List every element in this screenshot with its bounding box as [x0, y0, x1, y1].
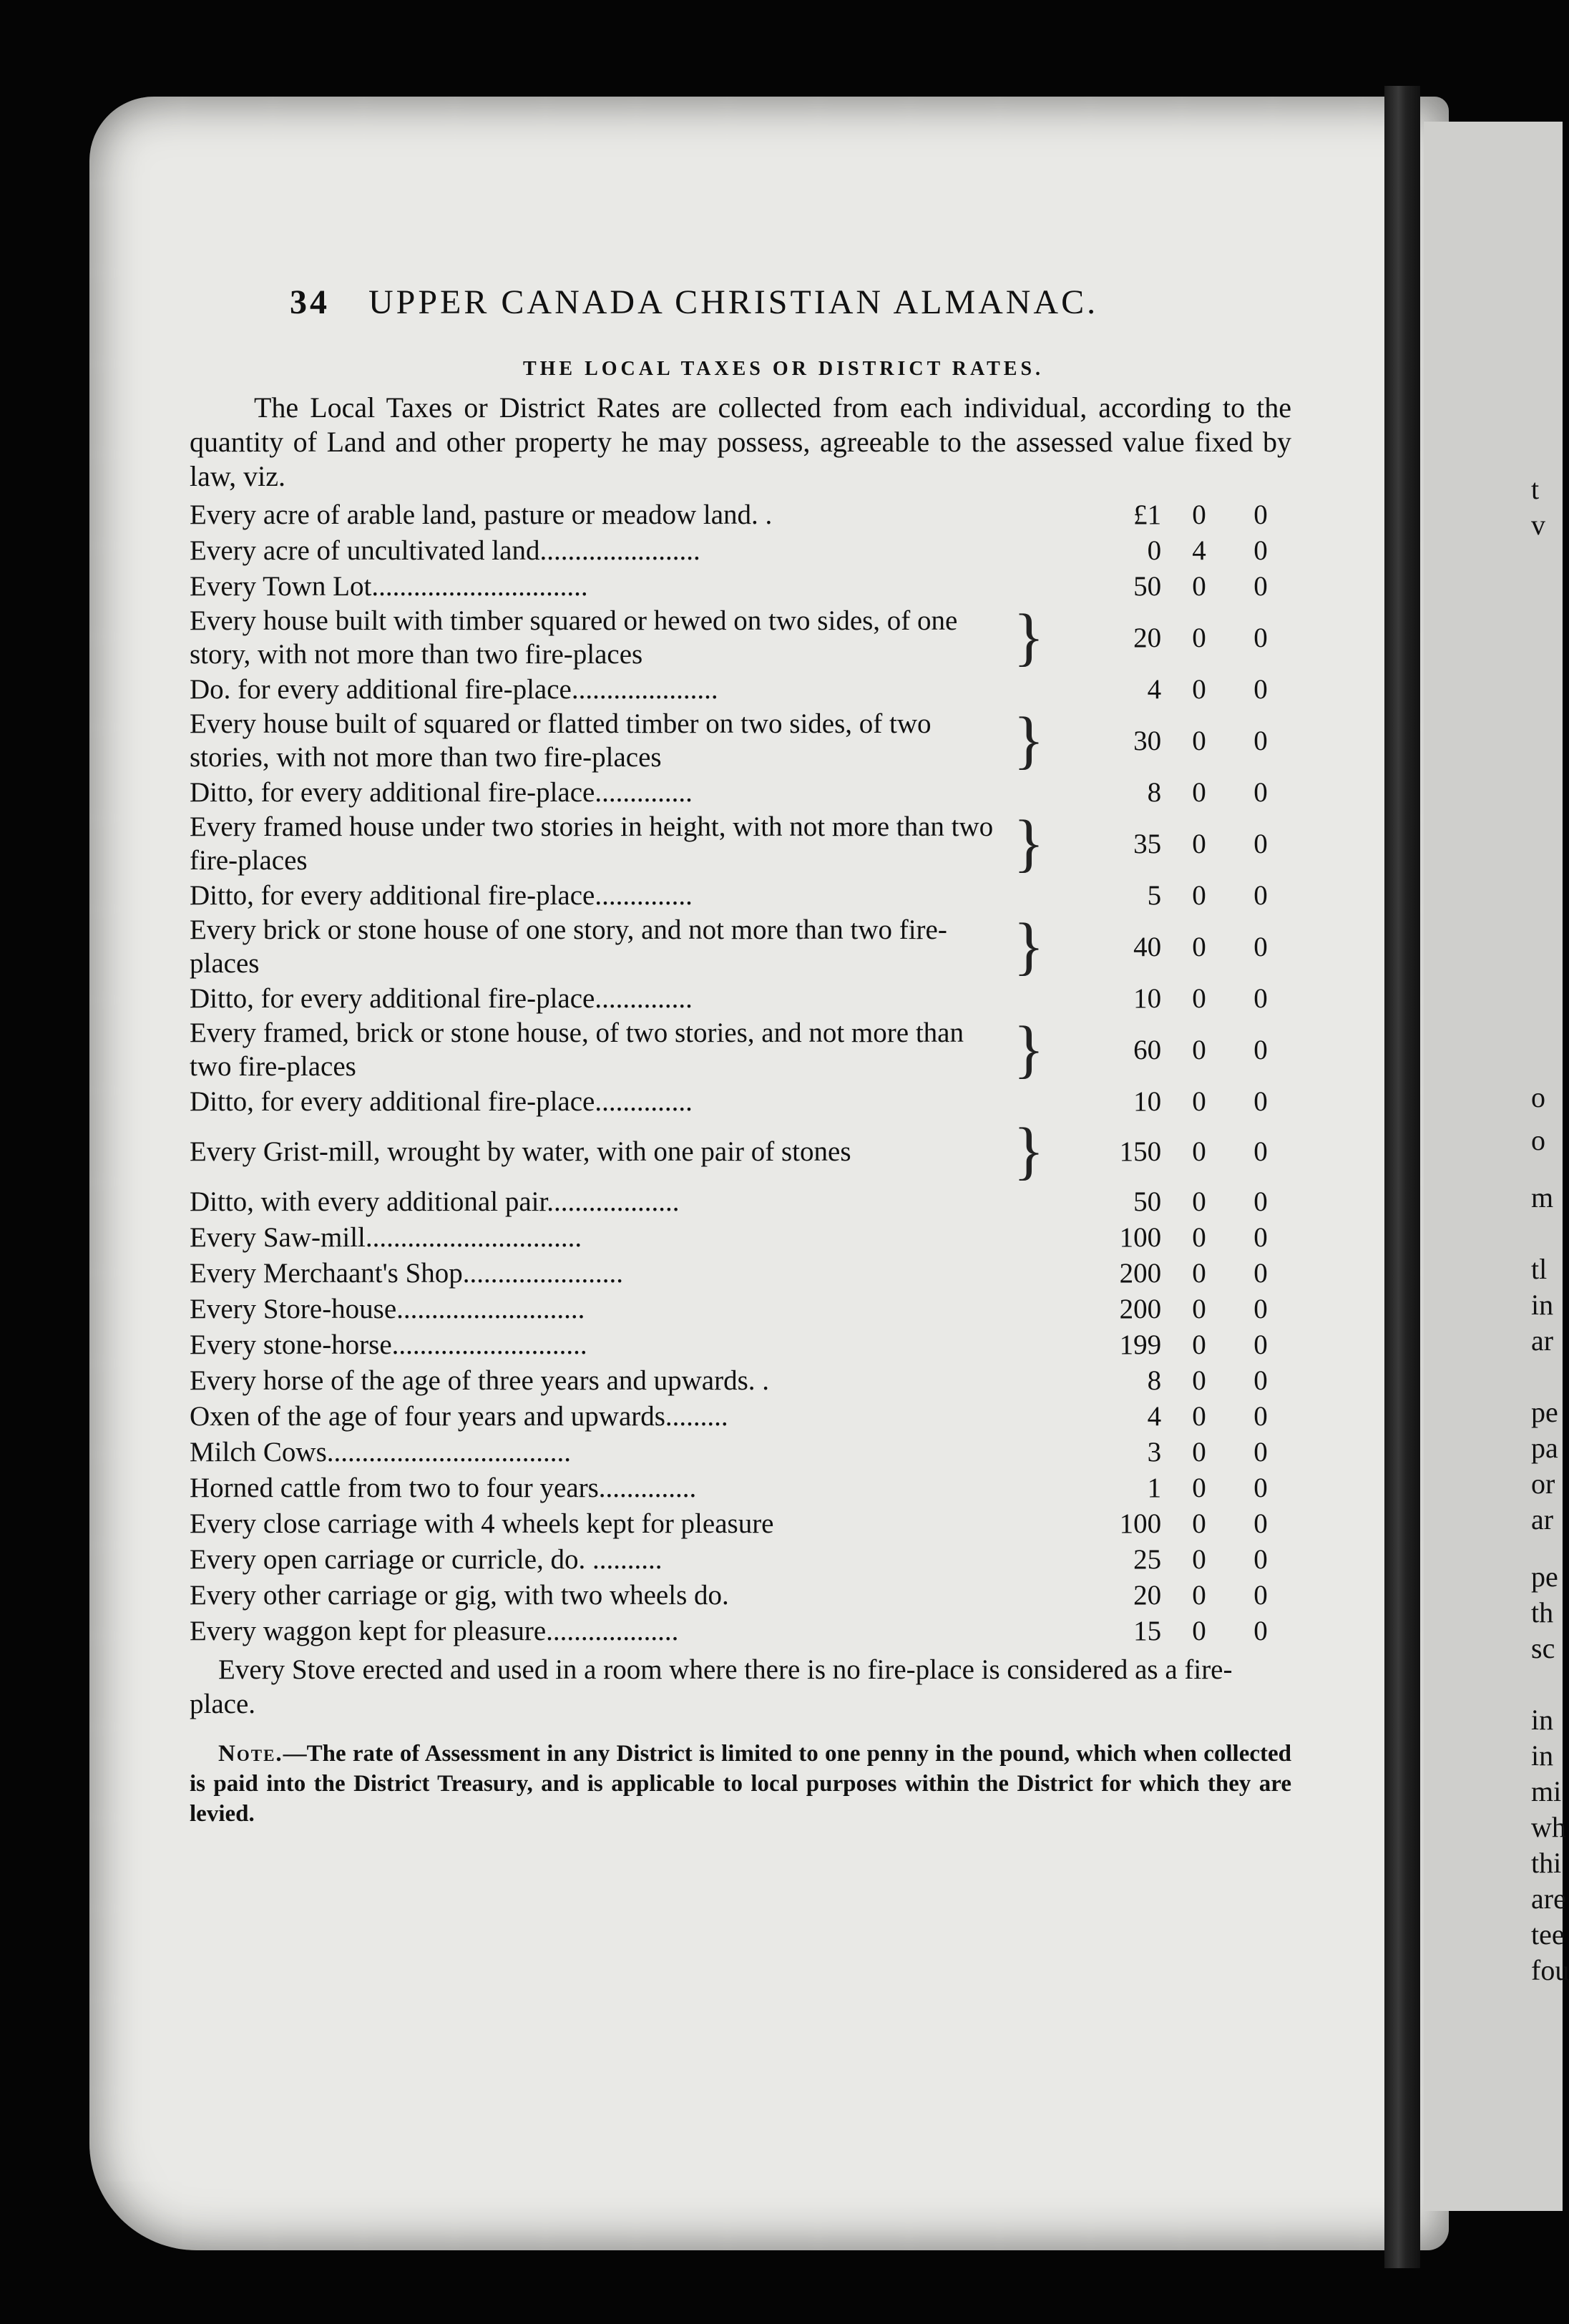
facing-page-fragment: m	[1531, 1181, 1554, 1214]
rate-description: Ditto, with every additional pair...................	[190, 1186, 680, 1217]
brace-mark	[1012, 671, 1045, 707]
brace-mark	[1012, 1577, 1045, 1613]
rate-description: Milch Cows...................................	[190, 1436, 572, 1468]
rate-pence: 0	[1253, 1221, 1268, 1253]
facing-page	[1424, 122, 1569, 2211]
rate-pounds: 10	[1133, 982, 1162, 1014]
rate-description: Ditto, for every additional fire-place..............	[190, 1085, 693, 1117]
rate-description: Do. for every additional fire-place.....................	[190, 673, 718, 705]
facing-page-fragment: pe	[1531, 1561, 1558, 1593]
rate-shillings: 0	[1192, 1364, 1206, 1396]
brace-mark	[1012, 497, 1045, 532]
rate-pounds: 4	[1147, 1400, 1162, 1432]
rate-pence: 0	[1253, 499, 1268, 530]
rate-row	[190, 1255, 1291, 1291]
rate-pence: 0	[1253, 1472, 1268, 1503]
rate-pounds: 35	[1133, 828, 1162, 859]
facing-page-fragment: wh	[1531, 1811, 1566, 1843]
rate-description: Ditto, for every additional fire-place..............	[190, 776, 693, 808]
facing-page-fragment: mi	[1531, 1775, 1562, 1807]
page-content	[190, 283, 1291, 1852]
brace-mark	[1012, 1291, 1045, 1327]
facing-page-fragment: th	[1531, 1596, 1554, 1629]
rate-row	[190, 1362, 1291, 1398]
rate-row	[190, 1505, 1291, 1541]
rate-description: Every open carriage or curricle, do. ..........	[190, 1543, 663, 1575]
rate-pence: 0	[1253, 1436, 1268, 1468]
rate-pence: 0	[1253, 570, 1268, 602]
intro-paragraph: The Local Taxes or District Rates are collected from each individual, according to the quantity of Land and other property he may possess, agreeable to the assessed value fixed by law, viz.	[190, 391, 1291, 492]
rate-pounds: 20	[1133, 622, 1162, 653]
brace-mark: }	[1013, 911, 1045, 982]
rate-shillings: 0	[1192, 931, 1206, 962]
rate-row	[190, 1016, 1291, 1083]
brace-mark	[1012, 1362, 1045, 1398]
rate-shillings: 0	[1192, 1221, 1206, 1253]
rate-description: Every Merchaant's Shop.......................	[190, 1257, 624, 1289]
rate-pounds: 5	[1147, 879, 1162, 911]
rate-description: Every house built of squared or flatted timber on two sides, of two stories, with not more than two fire-places	[190, 708, 932, 773]
rate-pounds: £1	[1133, 499, 1162, 530]
book-gutter	[1384, 86, 1420, 2268]
rate-row	[190, 707, 1291, 774]
brace-mark	[1012, 1470, 1045, 1505]
facing-page-fragment: in	[1531, 1289, 1554, 1321]
facing-page-fragment: pa	[1531, 1432, 1558, 1464]
rate-pounds: 60	[1133, 1034, 1162, 1065]
rate-shillings: 0	[1192, 622, 1206, 653]
rate-shillings: 0	[1192, 828, 1206, 859]
rate-row	[190, 877, 1291, 913]
rate-shillings: 0	[1192, 879, 1206, 911]
rate-row	[190, 671, 1291, 707]
rate-row	[190, 1327, 1291, 1362]
rate-row	[190, 1577, 1291, 1613]
rate-row	[190, 913, 1291, 980]
rate-shillings: 0	[1192, 673, 1206, 705]
brace-mark	[1012, 1398, 1045, 1434]
rate-shillings: 0	[1192, 776, 1206, 808]
rate-row	[190, 1183, 1291, 1219]
brace-mark	[1012, 1183, 1045, 1219]
brace-mark	[1012, 568, 1045, 604]
facing-page-fragment: ar	[1531, 1324, 1554, 1357]
rate-shillings: 0	[1192, 1472, 1206, 1503]
rate-description: Horned cattle from two to four years..............	[190, 1472, 697, 1503]
facing-page-fragment: pe	[1531, 1396, 1558, 1428]
rate-shillings: 0	[1192, 570, 1206, 602]
brace-mark	[1012, 1613, 1045, 1649]
facing-page-fragment: t	[1531, 473, 1540, 505]
rate-pence: 0	[1253, 1136, 1268, 1167]
rate-row	[190, 810, 1291, 877]
rate-pounds: 8	[1147, 776, 1162, 808]
rate-description: Every acre of arable land, pasture or meadow land. .	[190, 499, 773, 530]
rate-row	[190, 1083, 1291, 1119]
brace-mark	[1012, 1219, 1045, 1255]
brace-mark: }	[1013, 705, 1045, 776]
rate-row	[190, 604, 1291, 671]
rate-pounds: 10	[1133, 1085, 1162, 1117]
rate-row	[190, 1470, 1291, 1505]
running-title: UPPER CANADA CHRISTIAN ALMANAC.	[368, 283, 1099, 321]
rate-pounds: 150	[1119, 1136, 1162, 1167]
rate-pence: 0	[1253, 1186, 1268, 1217]
rate-pence: 0	[1253, 1508, 1268, 1539]
rate-description: Every waggon kept for pleasure...................	[190, 1615, 679, 1646]
rate-description: Every Store-house...........................	[190, 1293, 585, 1324]
rate-shillings: 0	[1192, 499, 1206, 530]
rate-pounds: 200	[1119, 1293, 1162, 1324]
rate-shillings: 0	[1192, 1293, 1206, 1324]
brace-mark: }	[1013, 808, 1045, 879]
rate-shillings: 4	[1192, 534, 1206, 566]
facing-page-fragment: or	[1531, 1468, 1555, 1500]
rate-pence: 0	[1253, 1579, 1268, 1611]
facing-page-fragment: o	[1531, 1081, 1545, 1113]
rate-pounds: 8	[1147, 1364, 1162, 1396]
rates-table	[190, 497, 1291, 1649]
brace-mark	[1012, 774, 1045, 810]
rate-row	[190, 1434, 1291, 1470]
rate-shillings: 0	[1192, 1615, 1206, 1646]
rate-pence: 0	[1253, 1364, 1268, 1396]
rate-description: Ditto, for every additional fire-place..............	[190, 879, 693, 911]
running-head	[190, 283, 1291, 322]
rate-pounds: 0	[1147, 534, 1162, 566]
rate-pounds: 200	[1119, 1257, 1162, 1289]
rate-pence: 0	[1253, 725, 1268, 756]
rate-pence: 0	[1253, 982, 1268, 1014]
rate-description: Every brick or stone house of one story, and not more than two fire-places	[190, 914, 947, 979]
rate-pounds: 4	[1147, 673, 1162, 705]
brace-mark	[1012, 1434, 1045, 1470]
rate-shillings: 0	[1192, 1400, 1206, 1432]
rate-pence: 0	[1253, 776, 1268, 808]
section-title: THE LOCAL TAXES OR DISTRICT RATES.	[522, 358, 1045, 380]
rate-description: Every framed house under two stories in height, with not more than two fire-places	[190, 811, 994, 876]
rate-description: Every other carriage or gig, with two wheels do.	[190, 1579, 729, 1611]
brace-mark	[1012, 532, 1045, 568]
rate-row	[190, 1398, 1291, 1434]
rate-shillings: 0	[1192, 982, 1206, 1014]
facing-page-fragment: in	[1531, 1739, 1554, 1772]
facing-page-fragment: thi	[1531, 1847, 1562, 1879]
rate-description: Every acre of uncultivated land.......................	[190, 534, 700, 566]
rate-pence: 0	[1253, 1034, 1268, 1065]
brace-mark: }	[1013, 602, 1045, 673]
brace-mark	[1012, 1327, 1045, 1362]
facing-page-fragment: o	[1531, 1124, 1545, 1156]
rate-row	[190, 1119, 1291, 1183]
rate-shillings: 0	[1192, 1257, 1206, 1289]
rate-shillings: 0	[1192, 1034, 1206, 1065]
rate-description: Every Town Lot...............................	[190, 570, 588, 602]
rate-pence: 0	[1253, 1085, 1268, 1117]
facing-page-fragment: in	[1531, 1704, 1554, 1736]
rate-description: Oxen of the age of four years and upwards.........	[190, 1400, 728, 1432]
brace-mark	[1012, 1505, 1045, 1541]
page-number: 34	[290, 283, 330, 321]
rate-pounds: 15	[1133, 1615, 1162, 1646]
facing-page-fragment: tee	[1531, 1918, 1565, 1951]
rate-pounds: 25	[1133, 1543, 1162, 1575]
rate-row	[190, 532, 1291, 568]
rate-row	[190, 774, 1291, 810]
rate-row	[190, 980, 1291, 1016]
rate-pence: 0	[1253, 1329, 1268, 1360]
rate-pence: 0	[1253, 534, 1268, 566]
rate-shillings: 0	[1192, 1085, 1206, 1117]
rate-pounds: 50	[1133, 570, 1162, 602]
rate-description: Every Grist-mill, wrought by water, with one pair of stones	[190, 1136, 851, 1167]
facing-page-fragment: tl	[1531, 1253, 1548, 1285]
assessment-note	[190, 1739, 1291, 1829]
rate-shillings: 0	[1192, 1579, 1206, 1611]
rate-description: Every stone-horse............................	[190, 1329, 587, 1360]
rate-pounds: 40	[1133, 931, 1162, 962]
facing-page-fragment: fou	[1531, 1954, 1569, 1986]
rate-description: Ditto, for every additional fire-place..............	[190, 982, 693, 1014]
brace-mark	[1012, 1083, 1045, 1119]
facing-page-fragment: ar	[1531, 1503, 1554, 1536]
rate-pence: 0	[1253, 1615, 1268, 1646]
rate-shillings: 0	[1192, 725, 1206, 756]
rate-pence: 0	[1253, 879, 1268, 911]
rate-pounds: 3	[1147, 1436, 1162, 1468]
rate-row	[190, 1219, 1291, 1255]
rate-shillings: 0	[1192, 1329, 1206, 1360]
rate-row	[190, 568, 1291, 604]
brace-mark	[1012, 877, 1045, 913]
rate-row	[190, 497, 1291, 532]
rate-description: Every horse of the age of three years and upwards. .	[190, 1364, 770, 1396]
rate-shillings: 0	[1192, 1436, 1206, 1468]
brace-mark	[1012, 980, 1045, 1016]
rate-pence: 0	[1253, 931, 1268, 962]
rate-pounds: 20	[1133, 1579, 1162, 1611]
brace-mark	[1012, 1541, 1045, 1577]
rate-pounds: 1	[1147, 1472, 1162, 1503]
rate-shillings: 0	[1192, 1508, 1206, 1539]
facing-page-fragment: are	[1531, 1883, 1566, 1915]
rate-row	[190, 1541, 1291, 1577]
brace-mark: }	[1013, 1014, 1045, 1085]
brace-mark	[1012, 1255, 1045, 1291]
rate-pence: 0	[1253, 1543, 1268, 1575]
rate-description: Every framed, brick or stone house, of two stories, and not more than two fire-places	[190, 1017, 964, 1082]
rate-pounds: 100	[1119, 1221, 1162, 1253]
rate-row	[190, 1291, 1291, 1327]
rate-shillings: 0	[1192, 1186, 1206, 1217]
rate-pounds: 100	[1119, 1508, 1162, 1539]
rate-shillings: 0	[1192, 1136, 1206, 1167]
brace-mark: }	[1013, 1115, 1045, 1186]
rate-pounds: 199	[1119, 1329, 1162, 1360]
rate-description: Every close carriage with 4 wheels kept for pleasure	[190, 1508, 774, 1539]
note-text: —The rate of Assessment in any District is limited to one penny in the pound, which when collected is paid into the District Treasury, and is applicable to local purposes within the District for which they are levied.	[190, 1741, 1291, 1827]
rate-description: Every house built with timber squared or hewed on two sides, of one story, with not more than two fire-places	[190, 605, 958, 670]
rate-shillings: 0	[1192, 1543, 1206, 1575]
rate-pounds: 50	[1133, 1186, 1162, 1217]
rate-pence: 0	[1253, 1293, 1268, 1324]
rate-description: Every Saw-mill...............................	[190, 1221, 582, 1253]
facing-page-fragment: sc	[1531, 1632, 1555, 1664]
facing-page-fragment: v	[1531, 509, 1545, 541]
rate-pence: 0	[1253, 622, 1268, 653]
rate-pence: 0	[1253, 1400, 1268, 1432]
rate-pence: 0	[1253, 673, 1268, 705]
rate-row	[190, 1613, 1291, 1649]
rate-pence: 0	[1253, 828, 1268, 859]
note-label: Note.	[218, 1741, 283, 1767]
rate-pence: 0	[1253, 1257, 1268, 1289]
stove-note: Every Stove erected and used in a room where there is no fire-place is considered as a fire-place.	[190, 1654, 1233, 1719]
rate-pounds: 30	[1133, 725, 1162, 756]
